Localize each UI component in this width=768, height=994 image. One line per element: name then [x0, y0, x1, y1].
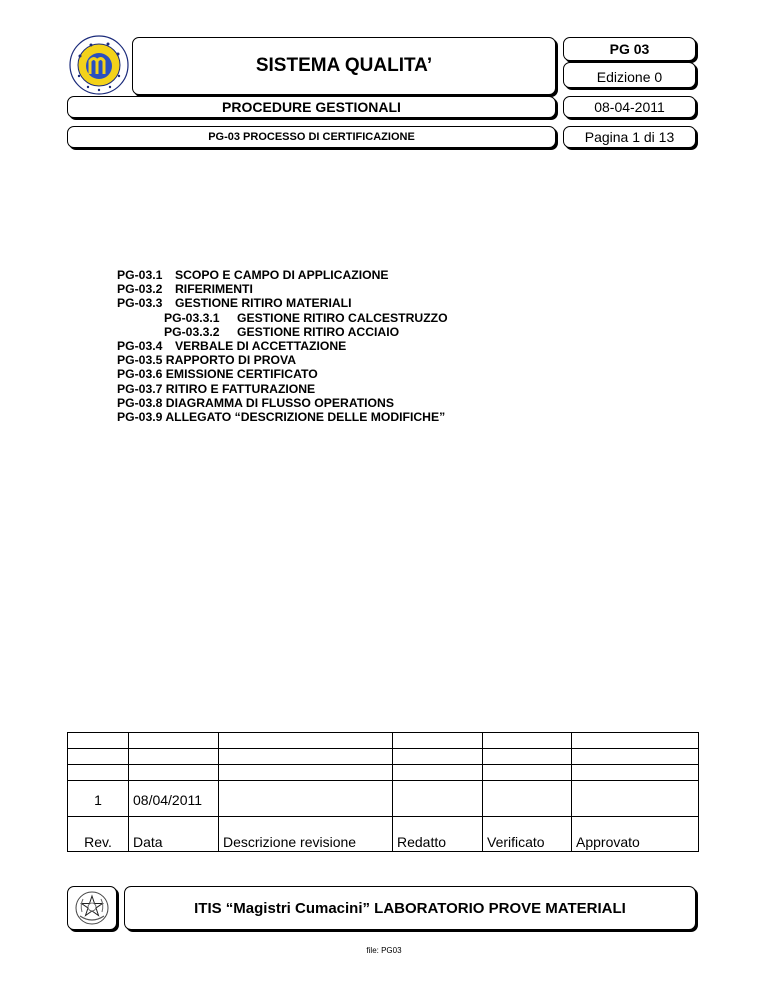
section-title: PROCEDURE GESTIONALI — [222, 99, 401, 115]
italian-republic-emblem-icon — [74, 890, 110, 926]
toc-item: PG-03.9 ALLEGATO “DESCRIZIONE DELLE MODIFICHE” — [117, 410, 446, 425]
table-row — [68, 733, 699, 749]
toc-item: PG-03.2 RIFERIMENTI — [117, 282, 253, 297]
edition: Edizione 0 — [596, 69, 663, 85]
toc-item: PG-03.8 DIAGRAMMA DI FLUSSO OPERATIONS — [117, 395, 394, 410]
toc-item: PG-03.6 EMISSIONE CERTIFICATO — [117, 367, 318, 382]
document-title: SISTEMA QUALITA’ — [255, 55, 433, 76]
document-date: 08-04-2011 — [594, 99, 665, 115]
institution-name: ITIS “Magistri Cumacini” LABORATORIO PROVE MATERIALI — [194, 899, 626, 917]
header-data: Data — [129, 817, 219, 852]
table-header-row — [68, 817, 699, 852]
school-logo-icon — [68, 34, 130, 96]
footer-institution-box — [124, 886, 696, 930]
page-box — [563, 126, 696, 148]
table-of-contents — [117, 268, 448, 424]
subsection-title: PG-03 PROCESSO DI CERTIFICAZIONE — [208, 131, 415, 143]
section-box — [67, 96, 556, 118]
toc-item: PG-03.3 GESTIONE RITIRO MATERIALI — [117, 296, 352, 311]
header-rev: Rev. — [68, 817, 129, 852]
date-box — [563, 96, 696, 118]
edition-box — [563, 62, 696, 88]
doc-code-box — [563, 37, 696, 61]
header-title-box — [132, 37, 556, 95]
header-verificato: Verificato — [483, 817, 572, 852]
file-label: file: PG03 — [366, 946, 402, 955]
toc-item: PG-03.4 VERBALE DI ACCETTAZIONE — [117, 339, 347, 354]
table-row — [68, 781, 699, 817]
revision-table — [67, 732, 699, 852]
header-approvato: Approvato — [572, 817, 699, 852]
subsection-box — [67, 126, 556, 148]
header-redatto: Redatto — [393, 817, 483, 852]
revision-date: 08/04/2011 — [129, 781, 219, 817]
doc-code: PG 03 — [609, 41, 650, 57]
table-row — [68, 749, 699, 765]
toc-subitem: PG-03.3.1 GESTIONE RITIRO CALCESTRUZZO — [164, 310, 448, 325]
header-descrizione: Descrizione revisione — [219, 817, 393, 852]
toc-item: PG-03.7 RITIRO E FATTURAZIONE — [117, 381, 316, 396]
toc-item: PG-03.5 RAPPORTO DI PROVA — [117, 353, 297, 368]
toc-subitem: PG-03.3.2 GESTIONE RITIRO ACCIAIO — [164, 324, 400, 339]
revision-number: 1 — [68, 781, 129, 817]
toc-item: PG-03.1 SCOPO E CAMPO DI APPLICAZIONE — [117, 268, 389, 282]
page-number: Pagina 1 di 13 — [584, 129, 675, 145]
emblem-box — [67, 886, 117, 930]
table-row — [68, 765, 699, 781]
